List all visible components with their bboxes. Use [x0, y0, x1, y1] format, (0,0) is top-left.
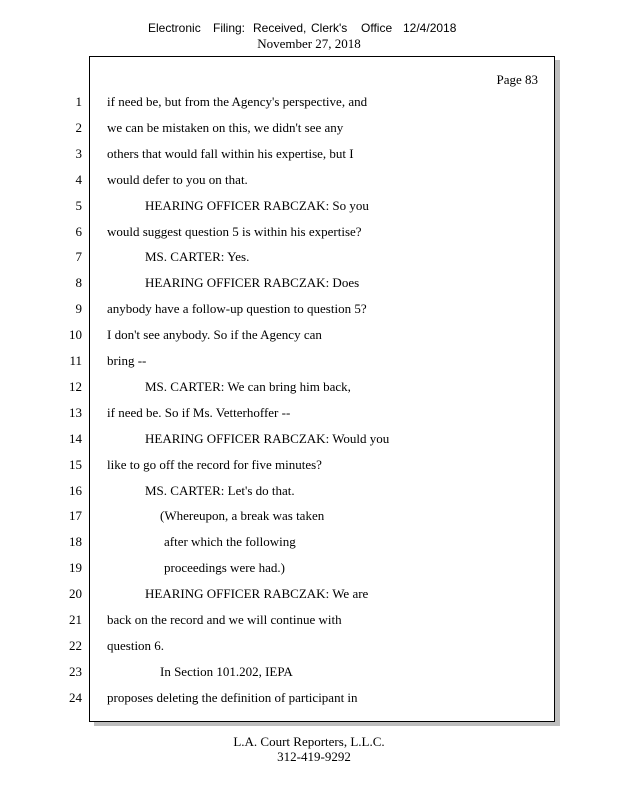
line-number: 16 — [69, 482, 82, 498]
line-number: 20 — [69, 586, 82, 602]
line-text: if need be. So if Ms. Vetterhoffer -- — [107, 404, 291, 420]
hearing-date: November 27, 2018 — [257, 36, 361, 51]
footer-company: L.A. Court Reporters, L.L.C. — [233, 734, 385, 749]
line-text: would suggest question 5 is within his expertise? — [107, 223, 362, 239]
line-number: 11 — [69, 353, 82, 368]
line-text: MS. CARTER: We can bring him back, — [145, 378, 351, 394]
line-text: HEARING OFFICER RABCZAK: Would you — [145, 430, 390, 446]
line-text: we can be mistaken on this, we didn't see any — [107, 119, 344, 135]
filing-word-clerks: Clerk's — [311, 21, 348, 35]
line-number: 5 — [75, 197, 82, 213]
line-text: HEARING OFFICER RABCZAK: So you — [145, 197, 369, 213]
line-number: 19 — [69, 560, 82, 576]
line-text: I don't see anybody. So if the Agency can — [107, 327, 322, 343]
line-number: 3 — [75, 145, 82, 161]
line-number: 9 — [75, 301, 82, 317]
line-text: anybody have a follow-up question to question 5? — [107, 301, 367, 317]
line-text: proposes deleting the definition of participant in — [107, 689, 358, 705]
line-text: if need be, but from the Agency's perspective, and — [107, 94, 368, 109]
filing-word-electronic: Electronic — [148, 21, 201, 35]
filing-word-filing: Filing: — [213, 21, 246, 35]
line-number: 17 — [69, 508, 82, 524]
line-text: (Whereupon, a break was taken — [160, 508, 325, 524]
line-number: 10 — [69, 327, 82, 343]
footer-phone: 312-419-9292 — [277, 749, 351, 764]
line-text: HEARING OFFICER RABCZAK: We are — [145, 586, 369, 602]
line-number: 7 — [75, 249, 82, 265]
line-number: 14 — [69, 430, 82, 446]
line-text: In Section 101.202, IEPA — [160, 663, 293, 679]
line-number: 1 — [75, 94, 82, 109]
line-number: 23 — [69, 663, 82, 679]
line-number: 6 — [75, 223, 82, 239]
filing-word-office: Office — [361, 21, 393, 35]
line-number: 12 — [69, 378, 82, 394]
line-text: like to go off the record for five minutes? — [107, 456, 322, 472]
filing-stamp — [0, 20, 618, 36]
line-number: 21 — [69, 612, 82, 627]
line-text: after which the following — [164, 534, 296, 550]
line-number: 13 — [69, 404, 82, 420]
line-text: bring -- — [107, 353, 147, 368]
filing-date: 12/4/2018 — [403, 21, 457, 35]
line-number: 4 — [75, 171, 82, 187]
line-number: 24 — [69, 689, 82, 705]
line-text: proceedings were had.) — [164, 560, 285, 576]
filing-word-received: Received, — [253, 21, 307, 35]
line-number: 8 — [75, 275, 82, 291]
line-text: others that would fall within his expertise, but I — [107, 145, 354, 161]
page-number: Page 83 — [496, 72, 538, 87]
line-text: back on the record and we will continue with — [107, 612, 342, 627]
line-number: 2 — [75, 119, 82, 135]
line-number: 15 — [69, 456, 82, 472]
line-text: question 6. — [107, 637, 165, 653]
line-text: MS. CARTER: Let's do that. — [145, 482, 295, 498]
line-text: HEARING OFFICER RABCZAK: Does — [145, 275, 360, 291]
line-text: would defer to you on that. — [107, 171, 248, 187]
line-text: MS. CARTER: Yes. — [145, 249, 250, 265]
line-number: 22 — [69, 637, 82, 653]
line-number: 18 — [69, 534, 82, 550]
